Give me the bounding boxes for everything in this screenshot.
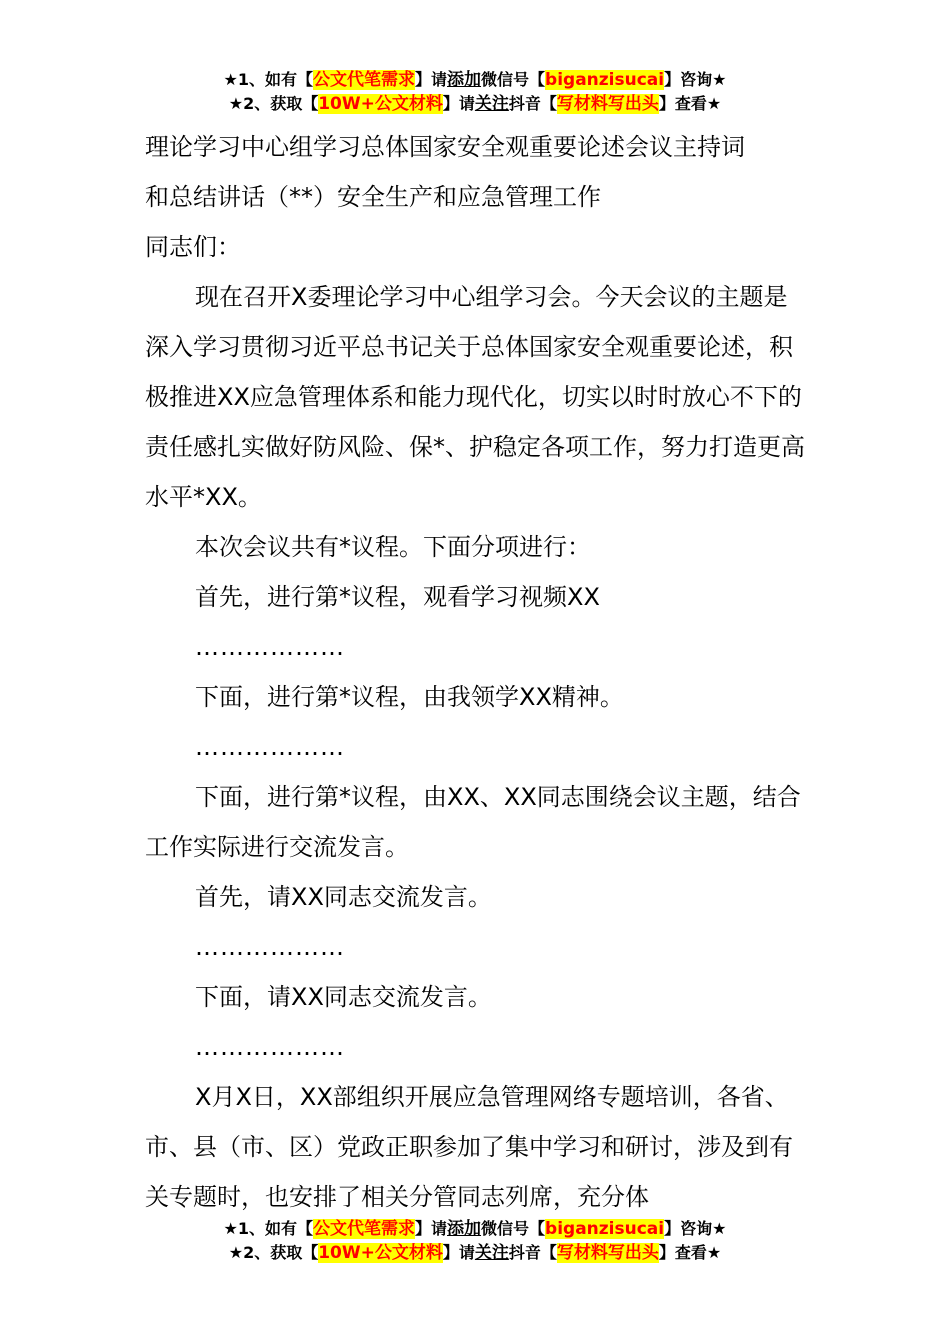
banner-line-2: ★2、获取【10W+公文材料】请关注抖音【写材料写出头】查看★	[228, 1243, 722, 1263]
ellipsis-1: ………………	[195, 633, 345, 661]
header-banner	[0, 68, 950, 116]
highlight-text: 公文代笔需求	[313, 1219, 416, 1239]
douyin-account: 写材料写出头	[556, 94, 659, 114]
star-icon: ★	[223, 70, 238, 89]
paragraph-3: 首先，进行第*议程，观看学习视频XX	[195, 583, 600, 611]
paragraph-5: 下面，进行第*议程，由XX、XX同志围绕会议主题，结合工作实际进行交流发言。	[145, 783, 801, 861]
douyin-account: 写材料写出头	[556, 1243, 659, 1263]
highlight-text: 10W+公文材料	[318, 1243, 443, 1263]
highlight-text: 10W+公文材料	[318, 94, 443, 114]
star-icon: ★	[706, 1243, 722, 1262]
star-icon: ★	[706, 94, 722, 113]
banner-line-2: ★2、获取【10W+公文材料】请关注抖音【写材料写出头】查看★	[228, 94, 722, 114]
paragraph-2: 本次会议共有*议程。下面分项进行：	[195, 533, 591, 561]
salutation: 同志们：	[145, 233, 241, 261]
ellipsis-3: ………………	[195, 933, 345, 961]
highlight-text: 公文代笔需求	[313, 70, 416, 90]
star-icon: ★	[228, 1243, 244, 1262]
wechat-id: biganzisucai	[545, 70, 665, 90]
star-icon: ★	[228, 94, 244, 113]
document-body	[145, 122, 810, 1222]
doc-title-line-2: 和总结讲话（**）安全生产和应急管理工作	[145, 183, 601, 211]
banner-line-1: ★1、如有【公文代笔需求】请添加微信号【biganzisucai】咨询★	[223, 70, 727, 90]
banner-line-1: ★1、如有【公文代笔需求】请添加微信号【biganzisucai】咨询★	[223, 1219, 727, 1239]
footer-banner	[0, 1217, 950, 1265]
star-icon: ★	[712, 70, 727, 89]
wechat-id: biganzisucai	[545, 1219, 665, 1239]
paragraph-4: 下面，进行第*议程，由我领学XX精神。	[195, 683, 624, 711]
star-icon: ★	[223, 1219, 238, 1238]
star-icon: ★	[712, 1219, 727, 1238]
paragraph-1: 现在召开X委理论学习中心组学习会。今天会议的主题是深入学习贯彻习近平总书记关于总体国家安全观重要论述，积极推进XX应急管理体系和能力现代化，切实以时时放心不下的责任感扎实做好防风险、保*、护稳定各项工作，努力打造更高水平*XX。	[145, 283, 805, 511]
paragraph-7: 下面，请XX同志交流发言。	[195, 983, 492, 1011]
doc-title-line-1: 理论学习中心组学习总体国家安全观重要论述会议主持词	[145, 133, 745, 161]
ellipsis-2: ………………	[195, 733, 345, 761]
paragraph-6: 首先，请XX同志交流发言。	[195, 883, 492, 911]
paragraph-8: X月X日，XX部组织开展应急管理网络专题培训，各省、市、县（市、区）党政正职参加了集中学习和研讨，涉及到有关专题时，也安排了相关分管同志列席，充分体	[145, 1083, 793, 1211]
ellipsis-4: ………………	[195, 1033, 345, 1061]
